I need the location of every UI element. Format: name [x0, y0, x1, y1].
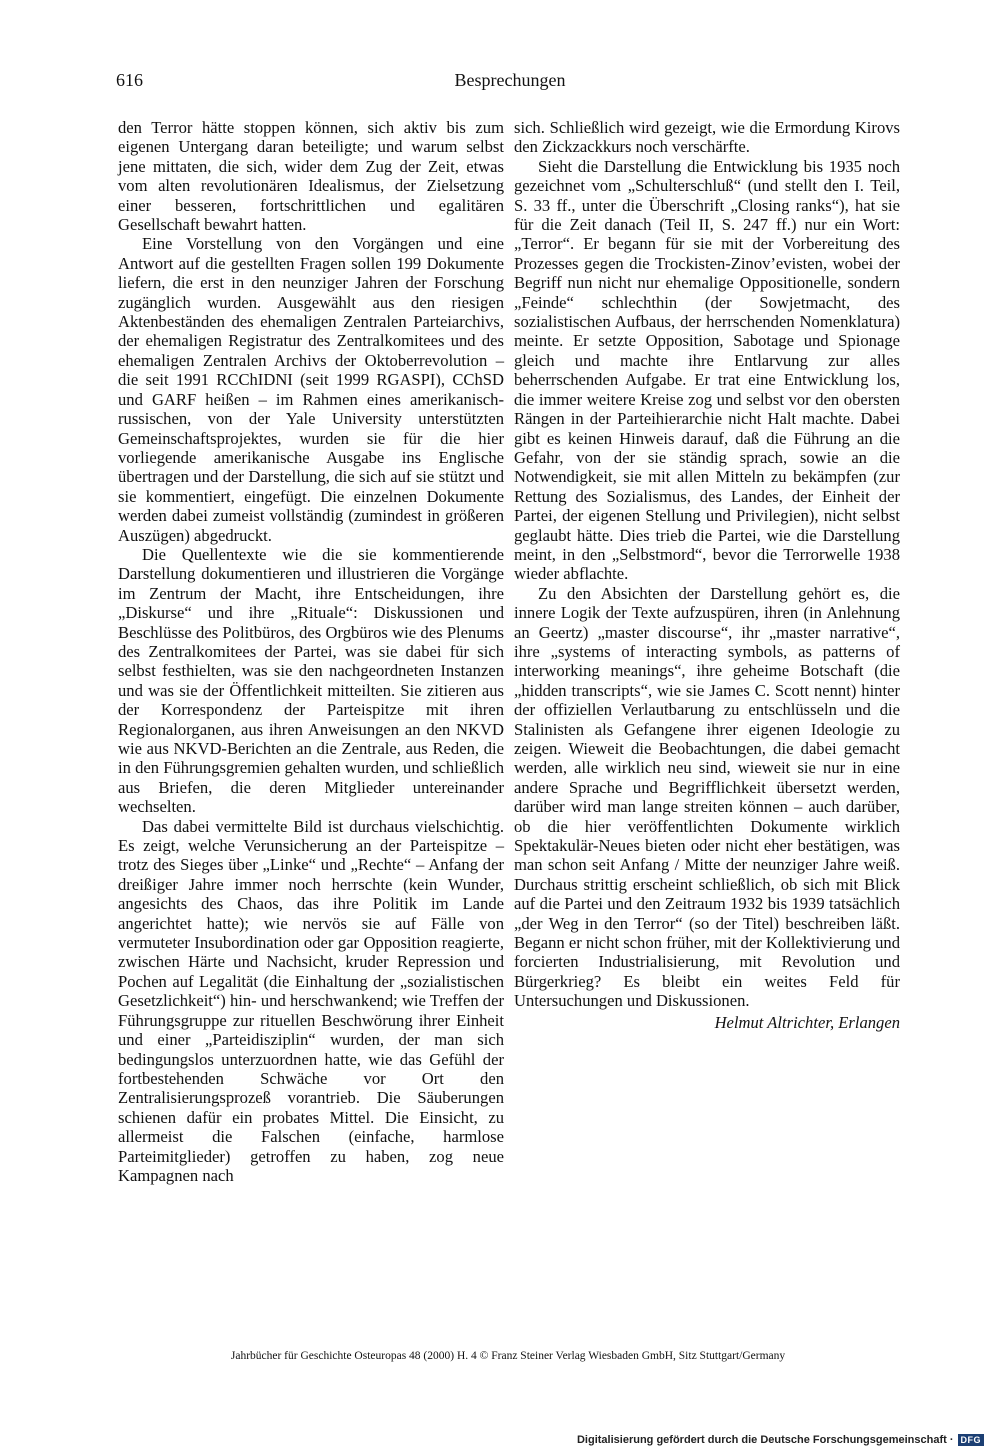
paragraph: Das dabei vermittelte Bild ist durchaus vielschichtig. Es zeigt, welche Verunsicherung an der Parteispitze – trotz des Sieges über „Linke“ und „Rechte“ – Anfang der dreißiger Jahre immer noch herrschte (kein Wunder, angesichts des Chaos, das ihre Politik im Lande angerichtet hatte); wie nervös sie auf Fälle von vermuteter Insubordination oder gar Opposition reagierte, zwischen Härte und Nachsicht, kruder Repression und Pochen auf Legalität (die Einhaltung der „sozialistischen Gesetzlichkeit“) hin- und herschwankend; wie Treffen der Führungsgruppe zur rituellen Beschwörung ihrer Einheit und einer „Parteidisziplin“ wurden, der man sich bedingungslos unterzuordnen hatte, wie das Gefühl der fortbestehenden Schwäche vor Ort den Zentralisierungsprozeß vorantrieb. Die Säuberungen schienen dafür ein probates Mittel. Die Einsicht, zu allermeist die Falschen (einfache, harmlose Parteimitglieder) getroffen zu haben, zog neue Kampagnen nach: [118, 816, 504, 1185]
dfg-logo-icon: DFG: [958, 1434, 985, 1446]
paragraph: sich. Schließlich wird gezeigt, wie die Ermordung Kirovs den Zickzackkurs noch verschärfte.: [514, 118, 900, 157]
left-column: [118, 118, 504, 1185]
paragraph: Sieht die Darstellung die Entwicklung bis 1935 noch gezeichnet vom „Schulterschluß“ (und stellt den I. Teil, S. 33 ff., unter die Überschrift „Closing ranks“), hat sie für die Zeit danach (Teil II, S. 247 ff.) nur ein Wort: „Terror“. Er begann für sie mit der Vorbereitung des Prozesses gegen die Trockisten-Zinov’evisten, wobei der Begriff nun nicht nur ehemalige Oppositionelle, sondern „Feinde“ schlechthin (der Sowjetmacht, des sozialistischen Aufbaus, der herrschenden Nomenklatura) meinte. Er setzte Opposition, Sabotage und Spionage gleich und machte ihre Entlarvung zur alles beherrschenden Aufgabe. Er trat eine Entwicklung los, die immer weitere Kreise zog und selbst vor den obersten Rängen in der Parteihierarchie nicht Halt machte. Dabei gibt es keinen Hinweis darauf, daß die Führung an die Gefahr, von der sie ständig sprach, sowie an die Notwendigkeit, sie mit allen Mitteln zu bekämpfen (zur Rettung des Sozialismus, des Landes, der Einheit der Partei, der eigenen Stellung und Privilegien), nicht selbst geglaubt hätte. Dies trieb die Partei, wie die Darstellung meint, in den „Selbstmord“, bevor die Terrorwelle 1938 wieder abflachte.: [514, 156, 900, 584]
paragraph: Eine Vorstellung von den Vorgängen und eine Antwort auf die gestellten Fragen sollen 199 Dokumente liefern, die erst in den neunziger Jahren der Forschung zugänglich wurden. Ausgewählt aus den riesigen Aktenbeständen des ehemaligen Zentralen Parteiarchivs, der ehemaligen Registratur des Zentralkomitees und des ehemaligen Zentralen Archivs der Oktoberrevolution – die seit 1991 RCChIDNI (seit 1999 RGASPI), CChSD und GARF heißen – im Rahmen eines amerikanisch-russischen, von der Yale University unterstützten Gemeinschaftsprojektes, wurden sie für die hier vorliegende amerikanische Ausgabe ins Englische übertragen und der Darstellung, die sich auf sie stützt und sie kommentiert, eingefügt. Die einzelnen Dokumente werden dabei zumeist vollständig (zumindest in größeren Auszügen) abgedruckt.: [118, 234, 504, 545]
digitization-banner: [577, 1434, 984, 1446]
page-number: 616: [116, 70, 143, 90]
running-head: Besprechungen: [454, 70, 566, 90]
paragraph: den Terror hätte stoppen können, sich aktiv bis zum eigenen Untergang daran beteiligte; und warum selbst jene mittaten, die sich, wider dem Zug der Zeit, etwas vom alten revolutionären Idealismus, der Zielsetzung einer besseren, fortschrittlichen und egalitären Gesellschaft bewahrt hatten.: [118, 118, 504, 235]
paragraph: Zu den Absichten der Darstellung gehört es, die innere Logik der Texte aufzuspüren, ihren (in Anlehnung an Geertz) „master discourse“, ihr „master narrative“, ihre „systems of interacting symbols, as patterns of interworking meanings“, ihre geheime Botschaft (die „hidden transcripts“, wie sie James C. Scott nennt) hinter der offiziellen Verlautbarung zu entschlüsseln und die Stalinisten als Gefangene ihrer eigenen Ideologie zu zeigen. Wieweit die Beobachtungen, die dabei gemacht werden, alle wirklich neu sind, wieweit sie nur in eine andere Sprache und Begrifflichkeit übersetzt werden, darüber wird man lange streiten können – auch darüber, ob die hier veröffentlichten Dokumente wirklich Spektakulär-Neues bieten oder nicht eher bestätigen, was man schon seit Anfang / Mitte der neunziger Jahre weiß. Durchaus strittig erscheint schließlich, ob sich mit Blick auf die Partei und den Zeitraum 1932 bis 1939 tatsächlich „der Weg in den Terror“ (so der Titel) beschreiben läßt. Begann er nicht schon früher, mit der Kollektivierung und forcierten Industrialisierung, mit Revolution und Bürgerkrieg? Es bleibt ein weites Feld für Untersuchungen und Diskussionen.: [514, 583, 900, 1011]
digitization-note: Digitalisierung gefördert durch die Deutsche Forschungsgemeinschaft ·: [576, 1434, 954, 1446]
right-column: [514, 118, 900, 1032]
journal-citation: Jahrbücher für Geschichte Osteuropas 48 (2000) H. 4 © Franz Steiner Verlag Wiesbaden GmbH, Sitz Stuttgart/Germany: [230, 1350, 786, 1362]
paragraph: Die Quellentexte wie die sie kommentierende Darstellung dokumentieren und illustrieren die Vorgänge im Zentrum der Macht, ihre Entscheidungen, ihre „Diskurse“ und ihre „Rituale“: Diskussionen und Beschlüsse des Politbüros, des Orgbüros wie des Plenums des Zentralkomitees der Partei, was sie dabei für sich selbst festhielten, was sie den nachgeordneten Instanzen und was sie der Öffentlichkeit mitteilten. Sie zitieren aus der Korrespondenz der Parteispitze mit ihren Regionalorganen, aus ihren Anweisungen an den NKVD wie aus NKVD-Berichten an die Zentrale, aus Reden, die in den Führungsgremien gehalten wurden, und schließlich aus Briefen, die deren Mitglieder untereinander wechselten.: [118, 544, 504, 817]
author-signature: Helmut Altrichter, Erlangen: [714, 1012, 900, 1032]
